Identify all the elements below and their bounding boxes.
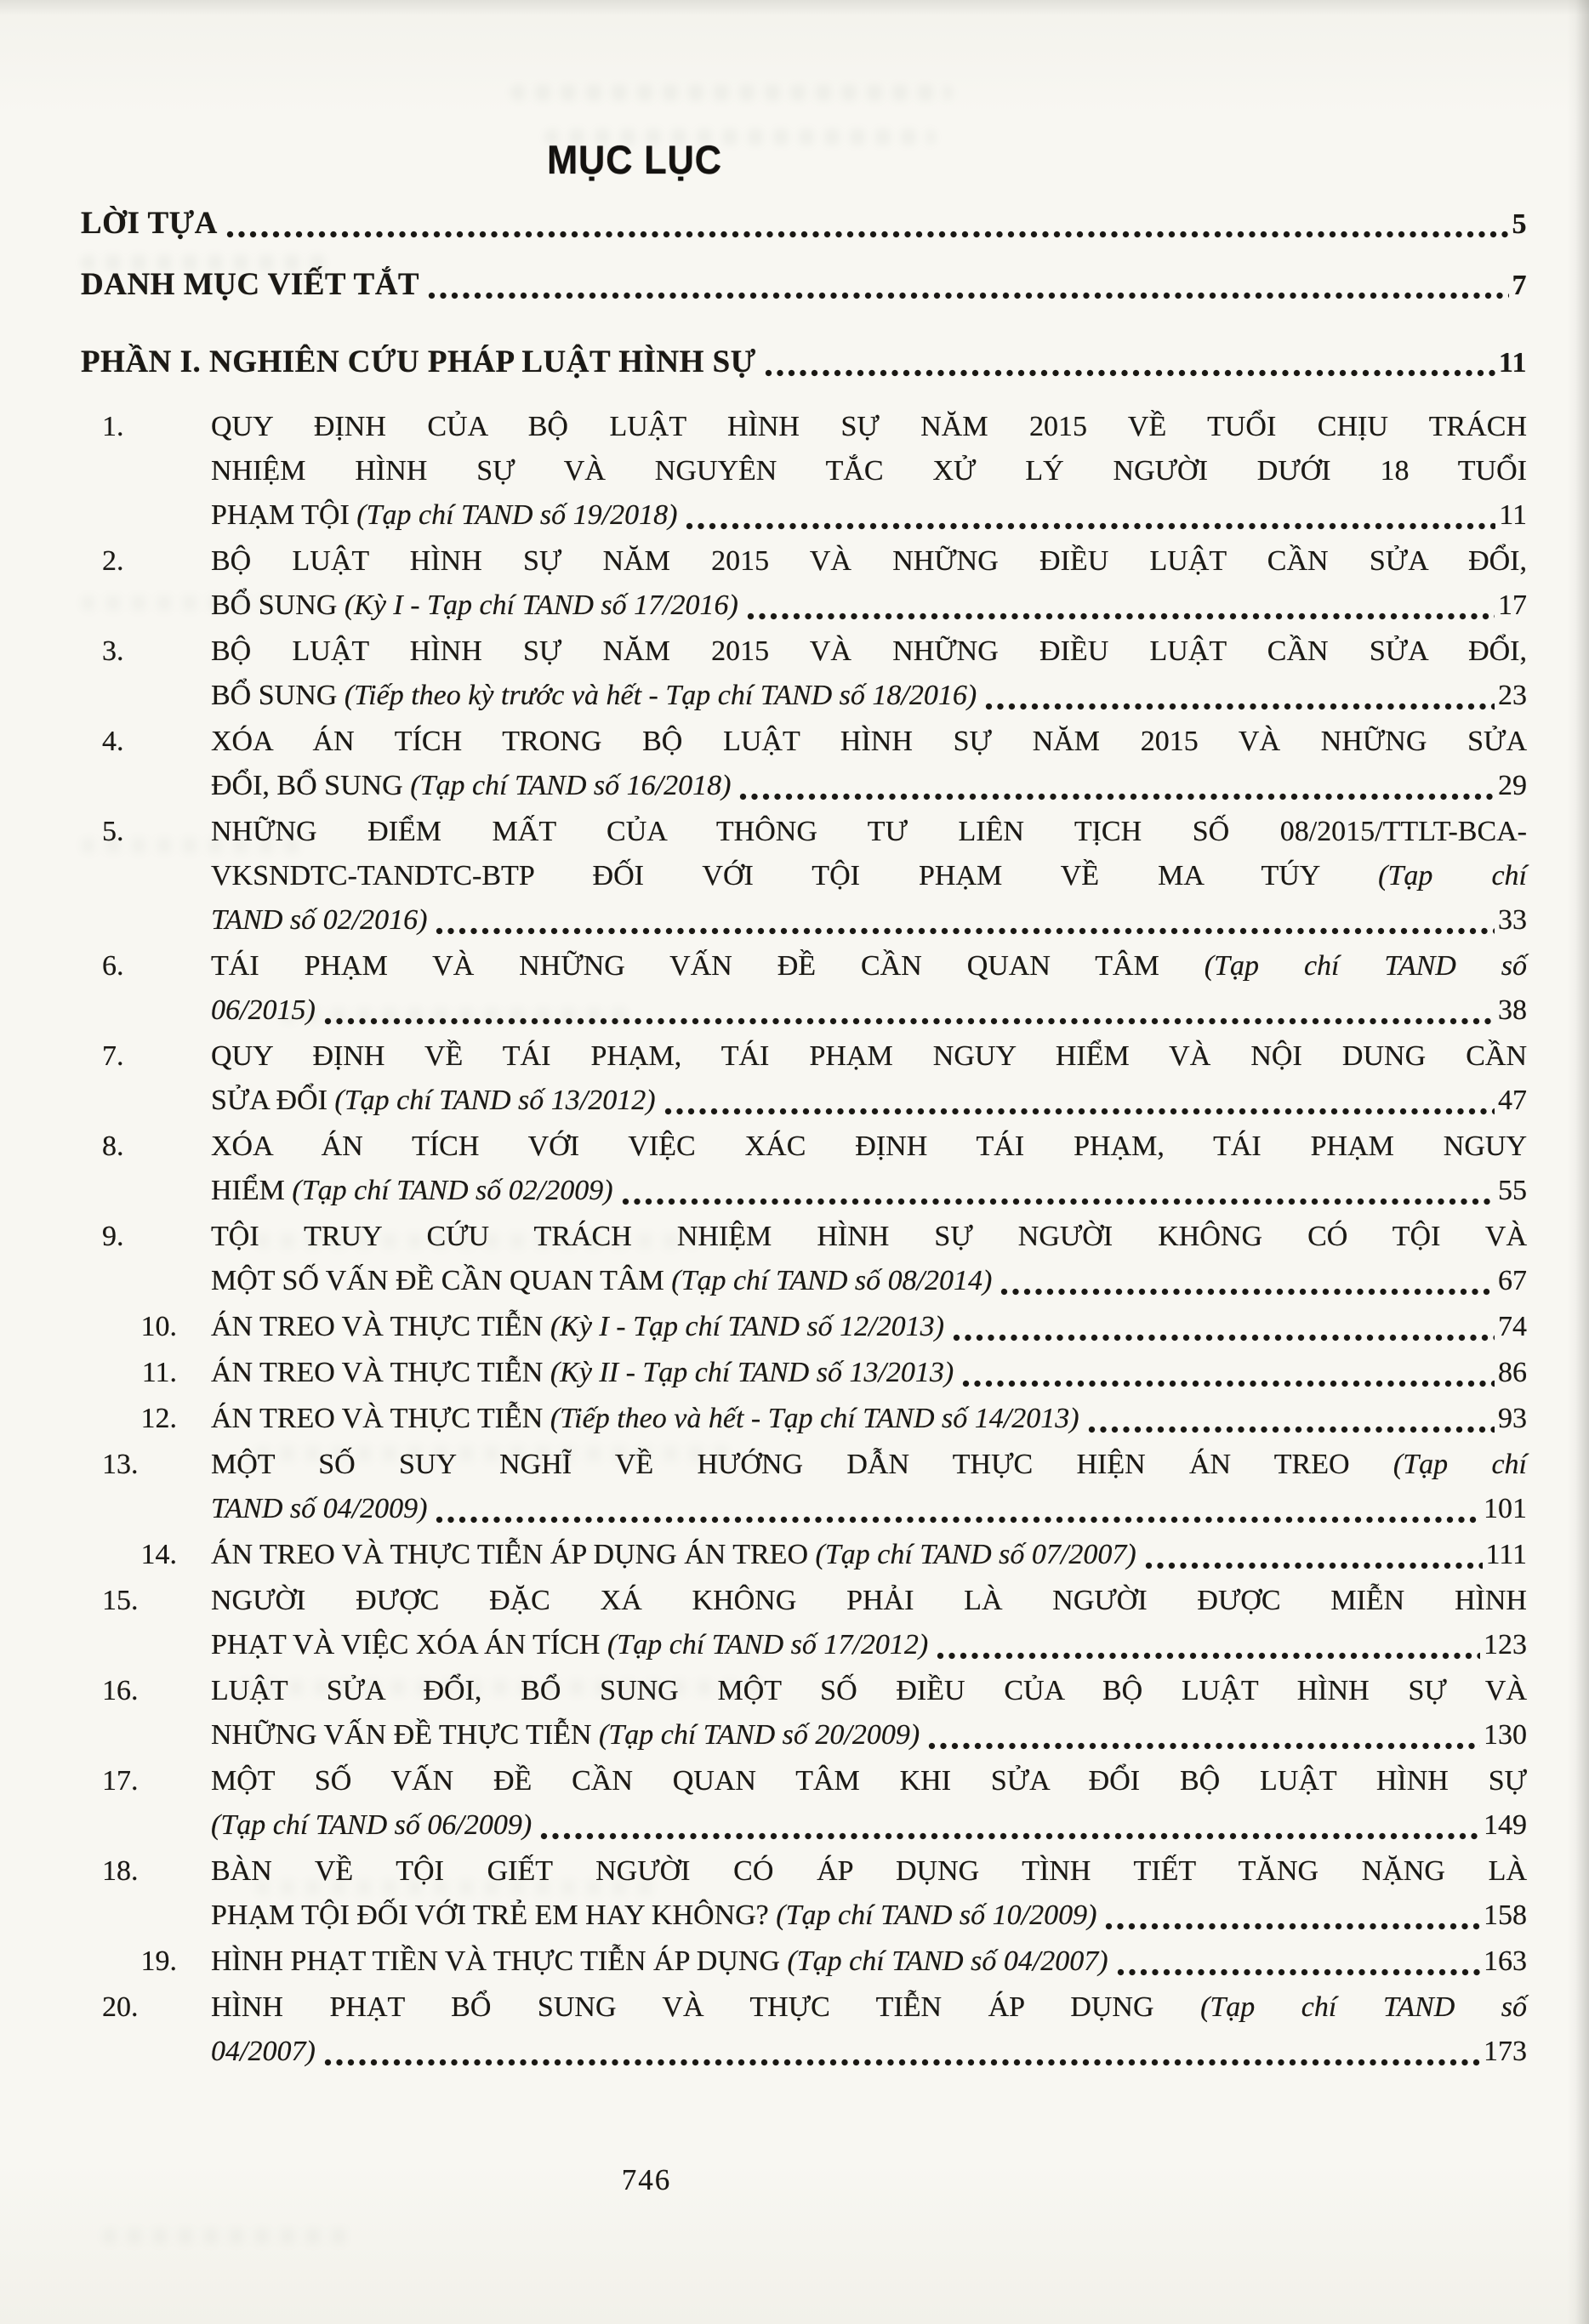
toc-entry	[102, 810, 1527, 943]
dotted-leader	[622, 1198, 1495, 1205]
dotted-leader	[928, 1742, 1480, 1750]
dotted-leader	[953, 1334, 1495, 1341]
dotted-leader	[962, 1380, 1495, 1387]
toc-entry	[102, 720, 1527, 808]
entry-number: 17.	[102, 1765, 139, 1797]
page-number: 7	[1512, 270, 1527, 301]
entry-text: (Tạp chí TAND số 06/2009)	[211, 1809, 533, 1841]
toc-entry	[102, 1125, 1527, 1213]
entry-text: ÁN TREO VÀ THỰC TIỄN ÁP DỤNG ÁN TREO (Tạp chí TAND số 07/2007)	[211, 1539, 1136, 1570]
dotted-leader	[739, 793, 1495, 800]
page-number: 23	[1498, 680, 1527, 711]
entry-number: 19.	[140, 1945, 177, 1977]
page-number: 11	[1498, 347, 1527, 379]
entry-text: ĐỔI, BỔ SUNG (Tạp chí TAND số 16/2018)	[211, 770, 732, 801]
entry-number: 8.	[102, 1131, 124, 1162]
scan-edge-shadow-right	[1567, 0, 1589, 2324]
entry-line	[102, 1125, 1527, 1169]
entry-line	[211, 1259, 1527, 1303]
entry-line	[102, 810, 1527, 854]
toc-entry	[140, 1533, 1527, 1577]
dotted-leader	[686, 522, 1495, 530]
toc-front-label: DANH MỤC VIẾT TẮT	[81, 267, 420, 302]
toc-entry	[102, 1849, 1527, 1938]
entry-text: HIỂM (Tạp chí TAND số 02/2009)	[211, 1175, 613, 1206]
page-number: 130	[1484, 1719, 1527, 1751]
entry-number: 2.	[102, 545, 124, 577]
dotted-leader	[324, 1017, 1495, 1025]
dotted-leader	[937, 1652, 1480, 1660]
dotted-leader	[664, 1108, 1495, 1115]
entry-line	[140, 1305, 1527, 1349]
entry-line	[102, 1849, 1527, 1894]
entry-text: QUY ĐỊNH CỦA BỘ LUẬT HÌNH SỰ NĂM 2015 VỀ TUỔI CHỊU TRÁCH	[211, 411, 1527, 442]
entry-text: XÓA ÁN TÍCH VỚI VIỆC XÁC ĐỊNH TÁI PHẠM, TÁI PHẠM NGUY	[211, 1131, 1527, 1162]
entry-number: 3.	[102, 635, 124, 667]
entry-number: 12.	[140, 1403, 177, 1434]
page-number: 29	[1498, 770, 1527, 801]
paper-smudge	[102, 2229, 357, 2244]
entry-line	[211, 493, 1527, 538]
toc-front-section	[81, 201, 1527, 386]
dotted-leader	[1117, 1968, 1480, 1976]
page-number: 123	[1484, 1629, 1527, 1660]
entry-text: VKSNDTC-TANDTC-BTP ĐỐI VỚI TỘI PHẠM VỀ MA TÚY (Tạp chí	[211, 860, 1527, 891]
entry-number: 11.	[141, 1357, 177, 1388]
entry-text: SỬA ĐỔI (Tạp chí TAND số 13/2012)	[211, 1085, 656, 1116]
page-number: 173	[1484, 2036, 1527, 2067]
entry-number: 9.	[102, 1221, 124, 1252]
entry-line	[211, 1079, 1527, 1123]
entry-number: 13.	[102, 1449, 139, 1480]
toc-entry	[102, 1215, 1527, 1303]
page-number: 163	[1484, 1945, 1527, 1977]
entry-line	[102, 1985, 1527, 2030]
entry-text: XÓA ÁN TÍCH TRONG BỘ LUẬT HÌNH SỰ NĂM 2015 VÀ NHỮNG SỬA	[211, 726, 1527, 757]
toc-entry	[140, 1397, 1527, 1441]
entry-text: ÁN TREO VÀ THỰC TIỄN (Kỳ II - Tạp chí TAND số 13/2013)	[211, 1357, 954, 1388]
toc-entry	[102, 944, 1527, 1033]
page-number: 33	[1498, 904, 1527, 936]
entry-line	[102, 405, 1527, 449]
entry-number: 7.	[102, 1040, 124, 1072]
entry-line	[141, 1351, 1527, 1395]
entry-text: LUẬT SỬA ĐỔI, BỔ SUNG MỘT SỐ ĐIỀU CỦA BỘ LUẬT HÌNH SỰ VÀ	[211, 1675, 1527, 1706]
dotted-leader	[1000, 1288, 1495, 1296]
page-number: 158	[1484, 1900, 1527, 1931]
entry-line	[211, 1713, 1527, 1757]
entry-text: MỘT SỐ VẤN ĐỀ CẦN QUAN TÂM (Tạp chí TAND số 08/2014)	[211, 1265, 993, 1296]
entry-text: TAND số 04/2009)	[211, 1493, 428, 1524]
toc-front-row	[81, 201, 1527, 248]
entry-text: NGƯỜI ĐƯỢC ĐẶC XÁ KHÔNG PHẢI LÀ NGƯỜI ĐƯỢC MIỄN HÌNH	[211, 1585, 1527, 1616]
entry-number: 10.	[140, 1311, 177, 1342]
entry-text: NHỮNG ĐIỂM MẤT CỦA THÔNG TƯ LIÊN TỊCH SỐ 08/2015/TTLT-BCA-	[211, 816, 1527, 847]
dotted-leader	[985, 703, 1495, 710]
toc-entry	[140, 1305, 1527, 1349]
page-number: 17	[1498, 590, 1527, 621]
entry-line	[211, 674, 1527, 718]
toc-entry	[102, 1579, 1527, 1667]
entry-text: BỘ LUẬT HÌNH SỰ NĂM 2015 VÀ NHỮNG ĐIỀU LUẬT CẦN SỬA ĐỔI,	[211, 635, 1527, 667]
entry-number: 14.	[140, 1539, 177, 1570]
entry-text: HÌNH PHẠT TIỀN VÀ THỰC TIỄN ÁP DỤNG (Tạp chí TAND số 04/2007)	[211, 1945, 1108, 1977]
toc-entry	[102, 1985, 1527, 2074]
entry-number: 16.	[102, 1675, 139, 1706]
toc-entry	[102, 1669, 1527, 1757]
entry-text: PHẠM TỘI (Tạp chí TAND số 19/2018)	[211, 499, 678, 531]
toc-entry	[102, 1443, 1527, 1531]
entry-line	[211, 1803, 1527, 1848]
entry-line	[102, 1579, 1527, 1623]
toc-entry	[140, 1940, 1527, 1984]
dotted-leader	[747, 612, 1495, 620]
dotted-leader	[324, 2059, 1480, 2066]
entry-line	[140, 1940, 1527, 1984]
dotted-leader	[1145, 1562, 1483, 1569]
entry-number: 1.	[102, 411, 124, 442]
page-number: 47	[1498, 1085, 1527, 1116]
entry-line	[211, 764, 1527, 808]
footer-page-number: 746	[621, 2163, 672, 2196]
entry-number: 5.	[102, 816, 124, 847]
page-number: 74	[1498, 1311, 1527, 1342]
entry-line	[211, 2030, 1527, 2074]
entry-line	[102, 1669, 1527, 1713]
entry-line	[102, 720, 1527, 764]
toc-entry	[102, 1034, 1527, 1123]
entry-number: 4.	[102, 726, 124, 757]
entry-line	[102, 1034, 1527, 1079]
toc-entry	[102, 1759, 1527, 1848]
page-number: 111	[1485, 1539, 1527, 1570]
toc-front-row	[81, 339, 1527, 386]
entry-line	[211, 1487, 1527, 1531]
entry-line	[102, 539, 1527, 584]
entry-text: 06/2015)	[211, 994, 316, 1026]
paper-smudge	[510, 85, 953, 100]
entry-text: ÁN TREO VÀ THỰC TIỄN (Kỳ I - Tạp chí TAND số 12/2013)	[211, 1311, 944, 1342]
toc-front-row	[81, 262, 1527, 309]
page-number: 101	[1484, 1493, 1527, 1524]
entry-number: 15.	[102, 1585, 139, 1616]
entry-text: 04/2007)	[211, 2036, 316, 2067]
entry-line	[211, 1169, 1527, 1213]
entry-text: TAND số 02/2016)	[211, 904, 428, 936]
entry-text: ÁN TREO VÀ THỰC TIỄN (Tiếp theo và hết - Tạp chí TAND số 14/2013)	[211, 1403, 1079, 1434]
dotted-leader	[436, 1516, 1480, 1524]
entry-line	[211, 584, 1527, 628]
entry-line	[102, 629, 1527, 674]
entry-text: BỔ SUNG (Tiếp theo kỳ trước và hết - Tạp chí TAND số 18/2016)	[211, 680, 977, 711]
toc-front-label: PHẦN I. NGHIÊN CỨU PHÁP LUẬT HÌNH SỰ	[81, 345, 756, 379]
entry-line	[102, 1759, 1527, 1803]
dotted-leader	[436, 927, 1495, 935]
entry-line	[211, 854, 1527, 898]
entry-text: NHỮNG VẤN ĐỀ THỰC TIỄN (Tạp chí TAND số 20/2009)	[211, 1719, 920, 1751]
toc-entry	[102, 405, 1527, 538]
entry-line	[211, 449, 1527, 493]
entry-text: BÀN VỀ TỘI GIẾT NGƯỜI CÓ ÁP DỤNG TÌNH TIẾT TĂNG NẶNG LÀ	[211, 1855, 1527, 1887]
dotted-leader	[1088, 1426, 1495, 1433]
page-number: 11	[1499, 499, 1527, 531]
dotted-leader	[765, 369, 1495, 377]
entry-line	[211, 898, 1527, 943]
scan-edge-shadow-top	[0, 0, 1589, 15]
page-number: 149	[1484, 1809, 1527, 1841]
entry-text: MỘT SỐ SUY NGHĨ VỀ HƯỚNG DẪN THỰC HIỆN ÁN TREO (Tạp chí	[211, 1449, 1527, 1480]
toc-entry	[102, 539, 1527, 628]
toc-entry	[141, 1351, 1527, 1395]
entry-number: 20.	[102, 1991, 139, 2023]
page-number: 86	[1498, 1357, 1527, 1388]
entry-line	[140, 1533, 1527, 1577]
toc-entry	[102, 629, 1527, 718]
page-number: 55	[1498, 1175, 1527, 1206]
dotted-leader	[428, 292, 1508, 299]
toc-entries-list	[102, 403, 1527, 2074]
entry-line	[102, 944, 1527, 988]
dotted-leader	[540, 1832, 1480, 1840]
entry-text: HÌNH PHẠT BỔ SUNG VÀ THỰC TIỄN ÁP DỤNG (Tạp chí TAND số	[211, 1991, 1527, 2023]
page-number: 93	[1498, 1403, 1527, 1434]
entry-line	[211, 988, 1527, 1033]
entry-line	[140, 1397, 1527, 1441]
entry-text: BỔ SUNG (Kỳ I - Tạp chí TAND số 17/2016)	[211, 590, 738, 621]
entry-line	[211, 1894, 1527, 1938]
entry-line	[211, 1623, 1527, 1667]
entry-text: PHẠM TỘI ĐỐI VỚI TRẺ EM HAY KHÔNG? (Tạp chí TAND số 10/2009)	[211, 1900, 1097, 1931]
dotted-leader	[1105, 1922, 1480, 1930]
entry-text: TỘI TRUY CỨU TRÁCH NHIỆM HÌNH SỰ NGƯỜI KHÔNG CÓ TỘI VÀ	[211, 1221, 1527, 1252]
entry-text: PHẠT VÀ VIỆC XÓA ÁN TÍCH (Tạp chí TAND số 17/2012)	[211, 1629, 929, 1660]
entry-text: BỘ LUẬT HÌNH SỰ NĂM 2015 VÀ NHỮNG ĐIỀU LUẬT CẦN SỬA ĐỔI,	[211, 545, 1527, 577]
entry-text: NHIỆM HÌNH SỰ VÀ NGUYÊN TẮC XỬ LÝ NGƯỜI DƯỚI 18 TUỔI	[211, 455, 1527, 487]
entry-line	[102, 1215, 1527, 1259]
page-title: MỤC LỤC	[547, 137, 722, 182]
page-number: 5	[1512, 208, 1527, 240]
page-number: 67	[1498, 1265, 1527, 1296]
page-number: 38	[1498, 994, 1527, 1026]
toc-front-label: LỜI TỰA	[81, 206, 218, 241]
entry-text: QUY ĐỊNH VỀ TÁI PHẠM, TÁI PHẠM NGUY HIỂM VÀ NỘI DUNG CẦN	[211, 1040, 1527, 1072]
entry-line	[102, 1443, 1527, 1487]
entry-text: TÁI PHẠM VÀ NHỮNG VẤN ĐỀ CẦN QUAN TÂM (Tạp chí TAND số	[211, 950, 1527, 982]
entry-number: 18.	[102, 1855, 139, 1887]
entry-text: MỘT SỐ VẤN ĐỀ CẦN QUAN TÂM KHI SỬA ĐỔI BỘ LUẬT HÌNH SỰ	[211, 1765, 1527, 1797]
entry-number: 6.	[102, 950, 124, 982]
dotted-leader	[226, 231, 1509, 238]
